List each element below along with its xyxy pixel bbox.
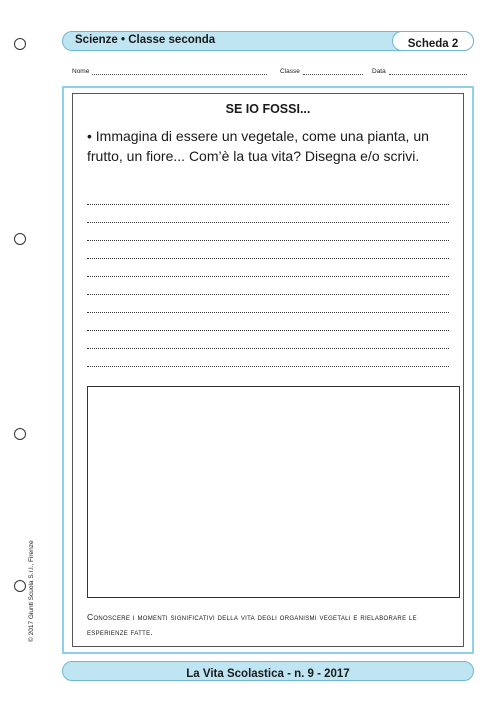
worksheet-title: SE IO FOSSI... (225, 102, 311, 116)
binder-hole (14, 428, 26, 440)
footer-text: La Vita Scolastica - n. 9 - 2017 (186, 668, 350, 680)
class-line[interactable] (303, 67, 363, 75)
student-fields (72, 67, 472, 79)
footer-bar (62, 661, 474, 681)
binder-hole (14, 580, 26, 592)
header-bar (62, 31, 474, 51)
writing-line[interactable] (87, 222, 449, 223)
binder-hole (14, 38, 26, 50)
writing-line[interactable] (87, 294, 449, 295)
writing-line[interactable] (87, 312, 449, 313)
writing-line[interactable] (87, 366, 449, 367)
writing-line[interactable] (87, 276, 449, 277)
name-line[interactable] (92, 67, 267, 75)
subject-title: Scienze • Classe seconda (75, 34, 216, 46)
writing-line[interactable] (87, 258, 449, 259)
copyright-notice: © 2017 Giunti Scuola S.r.l., Firenze (28, 540, 35, 642)
writing-line[interactable] (87, 240, 449, 241)
name-label: Nome (72, 68, 90, 75)
class-label: Classe (280, 68, 300, 75)
instruction-text: • Immagina di essere un vegetale, come una pianta, un frutto, un fiore... Com’è la tua vita? Disegna e/o scrivi. (87, 128, 429, 164)
writing-line[interactable] (87, 204, 449, 205)
binder-hole (14, 233, 26, 245)
worksheet-box (72, 93, 464, 647)
drawing-area[interactable] (87, 386, 460, 598)
class-field[interactable] (280, 67, 363, 75)
writing-line[interactable] (87, 348, 449, 349)
sheet-number-label: Scheda 2 (407, 38, 459, 50)
date-field[interactable] (372, 67, 467, 75)
name-field[interactable] (72, 67, 267, 75)
date-line[interactable] (389, 67, 467, 75)
sheet-number-badge (392, 31, 474, 51)
learning-objective: Conoscere i momenti significativi della vita degli organismi vegetali e rielaborare le esperienze fatte. (87, 612, 417, 637)
writing-line[interactable] (87, 330, 449, 331)
date-label: Data (372, 68, 386, 75)
